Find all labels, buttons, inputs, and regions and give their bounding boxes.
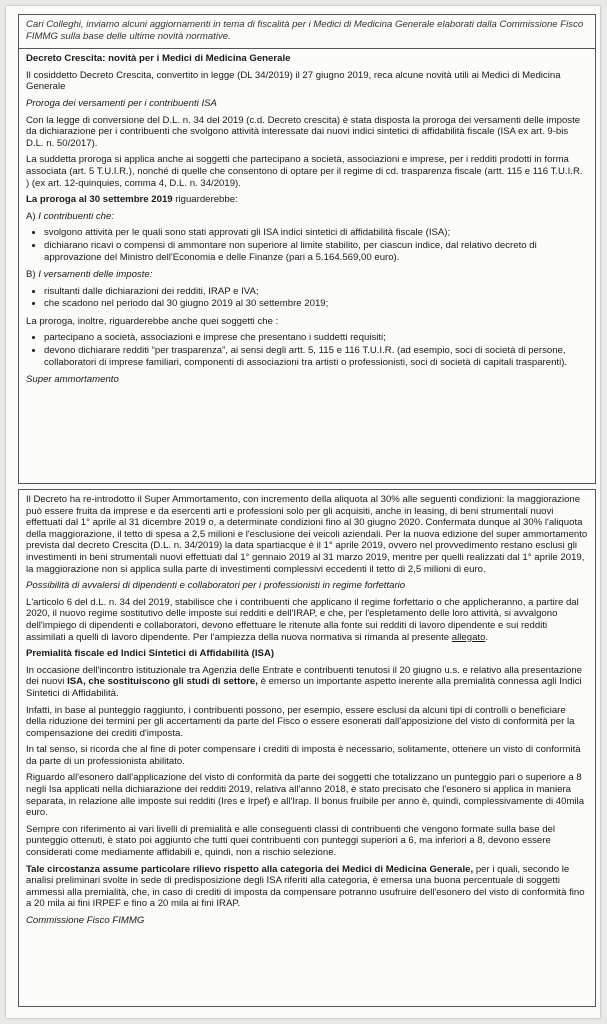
subheading-dipendenti: Possibilità di avvalersi di dipendenti e collaboratori per i professionisti in regime forfettario xyxy=(26,580,406,592)
text: L'articolo 6 del d.L. n. 34 del 2019, stabilisce che i contribuenti che applicano il regime forfettario o che applicheranno, a partire dal 2020, il nuovo regime sostitutivo delle imposte sui redditi e dell'IRAP, e che, per l'espletamento delle loro attività, si avvalgono dell'impiego di dipendenti e collaboratori, devono effettuare le ritenute alla fonte sui redditi di lavoro dipendente e sui redditi assimilati a quelli di lavoro dipendente. Per l'ampiezza della nuova normativa si rimanda al presente xyxy=(26,596,579,643)
section-title-decreto-crescita: Decreto Crescita: novità per i Medici di Medicina Generale xyxy=(26,53,291,65)
list-item: • devono dichiarare redditi “per trasparenza”, ai sensi degli artt. 5, 115 e 116 T.U.I.R. (ad esempio, soci di società di persone, collaboratori di imprese familiari, componenti di associazioni tra artisti o professionisti, soci di società di capitali trasparenti). xyxy=(44,345,588,368)
text: . xyxy=(485,631,489,643)
bold-text: Tale circostanza assume particolare rilievo rispetto alla categoria dei Medici di Medicina Generale, xyxy=(26,863,474,875)
paragraph: Sempre con riferimento ai vari livelli di premialità e alle conseguenti classi di contribuenti che vengono formate sulla base del punteggio ottenuti, è stato poi aggiunto che tutti quei contribuenti con punteggi superiori a 6, ma inferiori a 8, devono essere considerati come mediamente affidabili e, quindi, non a rischio selezione. xyxy=(26,823,555,859)
subheading-proroga: Proroga dei versamenti per i contribuenti ISA xyxy=(26,97,217,109)
text: riguarderebbe: xyxy=(172,194,238,206)
list-heading-a xyxy=(26,211,588,223)
bold-text: ISA, che sostituiscono gli studi di settore, xyxy=(67,676,258,688)
paragraph: Con la legge di conversione del D.L. n. 34 del 2019 (c.d. Decreto crescita) è stata disposta la proroga dei versamenti delle imposte da dichiarazione per i contribuenti che svolgono attività interessate dai nuovi indici sintetici di affidabilità fiscale (ISA ex art. 9-bis D.L. n. 50/2017). xyxy=(26,114,581,149)
section-title-premialita: Premialità fiscale ed Indici Sintetici di Affidabilità (ISA) xyxy=(26,648,275,660)
paragraph: La proroga, inoltre, riguarderebbe anche quei soggetti che : xyxy=(26,315,279,327)
list-label: A) xyxy=(26,210,39,222)
list-title: I contribuenti che: xyxy=(38,210,114,222)
list-b xyxy=(26,286,588,310)
paragraph: La suddetta proroga si applica anche ai soggetti che partecipano a società, associazioni e imprese, per i redditi prodotti in forma associata (art. 5 T.U.I.R.), nonché di quelle che consentono di optare per il regime di cd. trasparenza fiscale (artt. 115 e 116 T.U.I.R. ) (ex art. 12-quinquies, comma 4, D.L. n. 34/2019). xyxy=(26,154,583,189)
list-c xyxy=(26,332,588,368)
paragraph: Infatti, in base al punteggio raggiunto, i contribuenti possono, per esempio, essere esclusi da alcuni tipi di controlli o beneficiare della riduzione dei termini per gli accertamenti da parte del Fisco o essere esonerati dall'apposizione del visto di conformità per la compensazione dei crediti d'imposta. xyxy=(26,704,575,739)
list-item: • che scadono nel periodo dal 30 giugno 2019 al 30 settembre 2019; xyxy=(44,298,588,310)
list-heading-b xyxy=(26,269,588,281)
intro-text: Cari Colleghi, inviamo alcuni aggiornamenti in tema di fiscalità per i Medici di Medicina Generale elaborati dalla Commissione Fisco FIMMG sulla base delle ultime novità normative. xyxy=(26,19,584,42)
bold-text: La proroga al 30 settembre 2019 xyxy=(26,194,173,206)
list-item: • svolgono attività per le quali sono stati approvati gli ISA indici sintetici di affidabilità fiscale (ISA); xyxy=(44,227,588,239)
paragraph: In tal senso, si ricorda che al fine di poter compensare i crediti di imposta è necessario, solitamente, ottenere un visto di conformità da parte di un professionista abilitato. xyxy=(26,744,581,767)
list-label: B) xyxy=(26,269,39,281)
text: In occasione dell'incontro istituzionale tra Agenzia delle Entrate e contribuenti tenutosi il 20 giugno u.s. e relativo alla presentazione dei nuovi xyxy=(26,664,582,688)
list-title: I versamenti delle imposte: xyxy=(38,269,153,281)
list-item: • dichiarano ricavi o compensi di ammontare non superiore al limite stabilito, per ciascun indice, dal relativo decreto di approvazione del Ministro dell'Economia e delle Finanze (pari a 5.164.569,00 euro). xyxy=(44,240,588,263)
paragraph: Il cosiddetto Decreto Crescita, convertito in legge (DL 34/2019) il 27 giugno 2019, reca alcune novità utili ai Medici di Medicina Generale xyxy=(26,69,561,93)
allegato-link[interactable]: allegato xyxy=(451,631,486,643)
section-box-top xyxy=(18,14,596,484)
signature: Commissione Fisco FIMMG xyxy=(26,915,145,926)
section-box-bottom xyxy=(18,489,596,1007)
paragraph-proroga xyxy=(26,194,588,206)
divider xyxy=(19,48,595,49)
text: per i quali, secondo le analisi preliminari svolte in sede di predisposizione degli ISA riferiti alla categoria, è emersa una buona percentuale di soggetti ammessi alla premialità, che, in caso di crediti di imposta da compensare potranno usufruire dell'esonero del visto di conformità fino a 20 mila ai fini IRPEF e fino a 20 mila ai fini IRAP. xyxy=(26,863,585,910)
paragraph xyxy=(26,665,588,700)
list-item: • partecipano a società, associazioni e imprese che presentano i suddetti requisiti; xyxy=(44,332,588,344)
subheading-super-ammortamento: Super ammortamento xyxy=(26,374,119,386)
paragraph xyxy=(26,597,588,643)
list-item: • risultanti dalle dichiarazioni dei redditi, IRAP e IVA; xyxy=(44,286,588,298)
list-a xyxy=(26,227,588,263)
document-page xyxy=(6,6,600,1018)
paragraph xyxy=(26,864,588,910)
paragraph: Riguardo all'esonero dall'applicazione del visto di conformità da parte dei soggetti che totalizzano un punteggio pari o superiore a 8 negli Isa applicati nella dichiarazione dei redditi 2019, relativa all'anno 2018, è stato precisato che l'esonero si applica in maniera separata, in relazione alle imposte sui redditi (Ires e Irpef) e all'Irap. Il bonus fruibile per anno è, quindi, complessivamente di 40mila euro. xyxy=(26,772,585,819)
paragraph: Il Decreto ha re-introdotto il Super Ammortamento, con incremento della aliquota al 30% alle seguenti condizioni: la maggiorazione può essere fruita da imprese e da esercenti arti e professioni solo per gli acquisiti, anche in leasing, di beni strumentali nuovi effettuati dal 1° aprile al 31 dicembre 2019 o, a determinate condizioni fino al 30 giugno 2020. Confermata dunque al 30% l'aliquota della maggiorazione, il tetto di spesa a 2,5 milioni e l'esclusione dei veicoli aziendali. Per la nuova edizione del super ammortamento prevista dal decreto Crescita (D.L. n. 34/2019) la data spartiacque è il 1° aprile 2019, ovvero nel provvedimento restano esclusi gli investimenti in beni strumentali nuovi effettuati dal 1° gennaio 2019 al 31 marzo 2019, mentre per quelli realizzati dal 1° aprile 2019, la maggiorazione non si applica sulla parte di investimenti complessivi eccedenti il tetto di 2,5 milioni di euro. xyxy=(26,494,588,575)
text: è emerso un importante aspetto inerente alla premialità connessa agli Indici Sintetici di Affidabilità. xyxy=(26,676,582,699)
